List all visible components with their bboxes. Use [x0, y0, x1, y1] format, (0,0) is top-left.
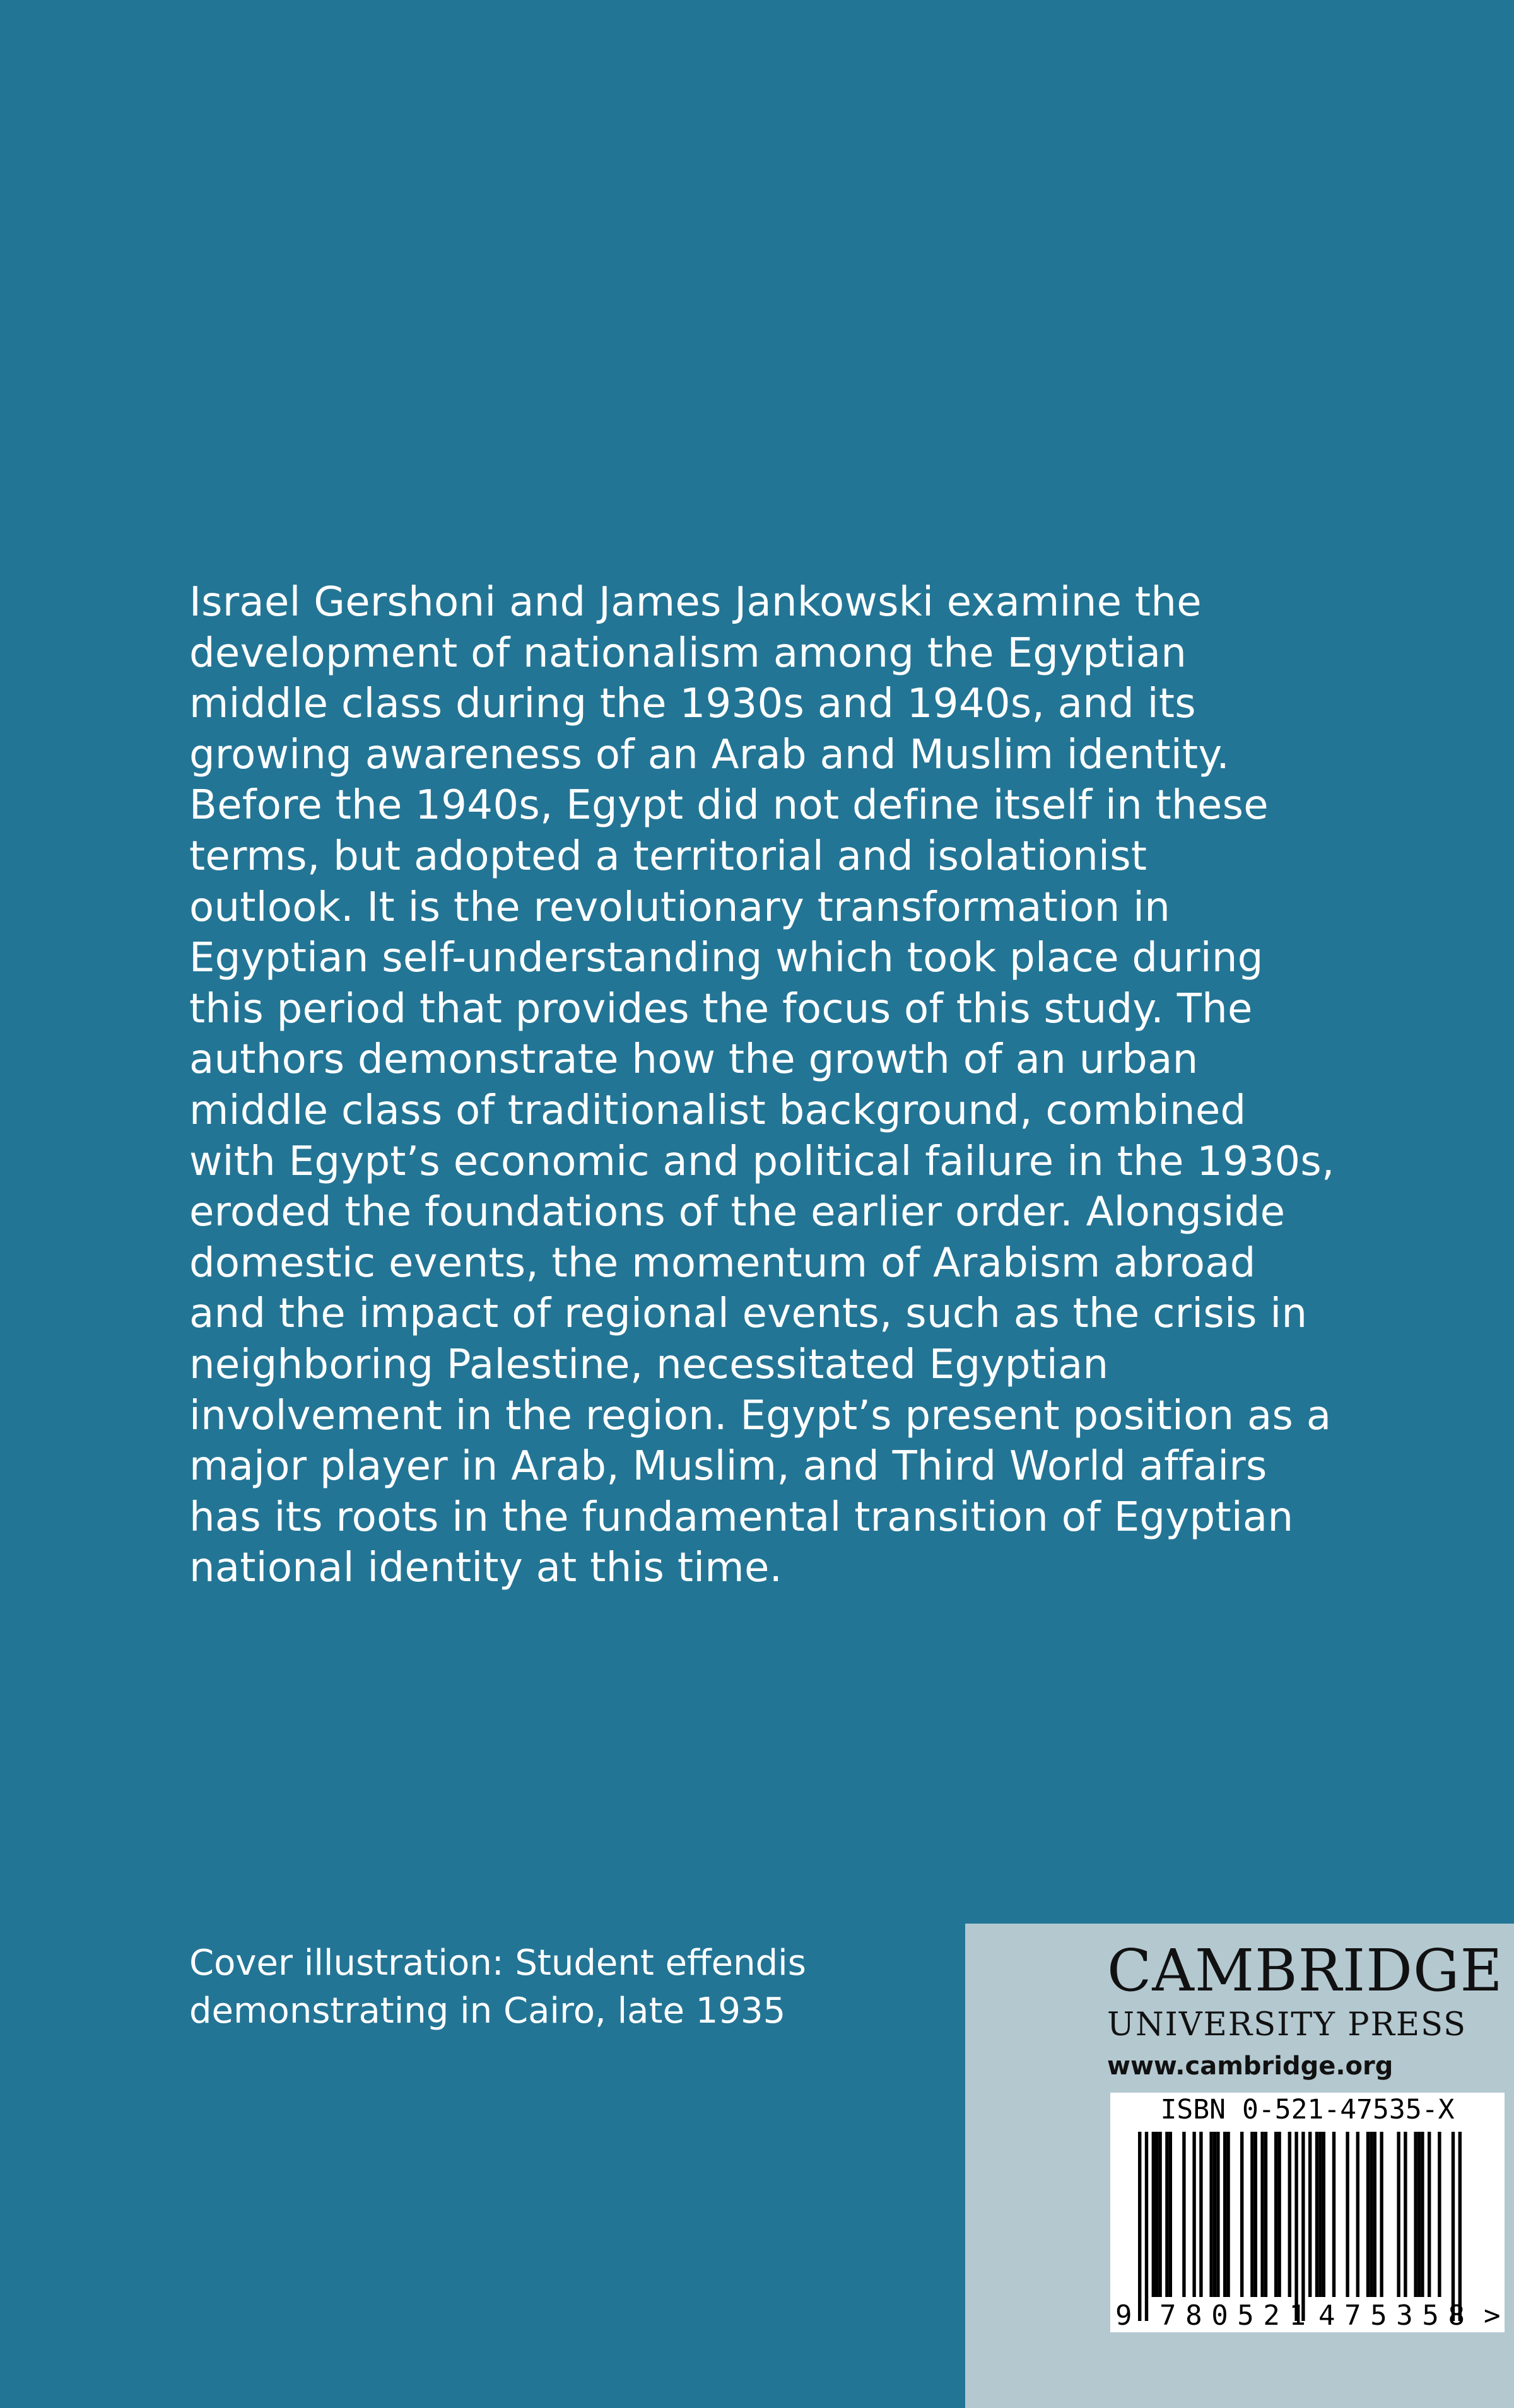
blurb-line: this period that provides the focus of this study. The: [189, 985, 1253, 1032]
blurb-line: Egyptian self-understanding which took place during: [189, 935, 1264, 982]
barcode-bar: [1370, 2132, 1373, 2297]
ean-barcode: [1110, 2093, 1505, 2332]
barcode-bar: [1380, 2132, 1383, 2297]
barcode-bar: [1356, 2132, 1359, 2297]
barcode-bar: [1155, 2132, 1158, 2297]
barcode-lead-digit: 9: [1115, 2300, 1132, 2332]
blurb-line: outlook. It is the revolutionary transformation in: [189, 884, 1171, 931]
blurb-line: terms, but adopted a territorial and isolationist: [189, 833, 1147, 880]
back-cover-blurb: [189, 577, 1400, 1594]
barcode-bar: [1421, 2132, 1424, 2297]
barcode-bar: [1322, 2132, 1325, 2297]
barcode-bars: [1138, 2132, 1462, 2321]
blurb-line: has its roots in the fundamental transition of Egyptian: [189, 1493, 1294, 1541]
barcode-right-digits: 475358: [1318, 2300, 1465, 2332]
caption-line: demonstrating in Cairo, late 1935: [189, 1990, 786, 2031]
blurb-line: eroded the foundations of the earlier order. Alongside: [189, 1189, 1286, 1236]
isbn-label: ISBN 0-521-47535-X: [1160, 2094, 1455, 2125]
blurb-line: middle class during the 1930s and 1940s, and its: [189, 681, 1196, 728]
barcode-bar: [1274, 2132, 1277, 2297]
barcode-bar: [1182, 2132, 1185, 2297]
barcode-bar: [1428, 2132, 1431, 2297]
blurb-line: with Egypt’s economic and political failure in the 1930s,: [189, 1138, 1335, 1185]
barcode-bar: [1366, 2132, 1370, 2297]
barcode-bar: [1260, 2132, 1264, 2297]
barcode-bar: [1169, 2132, 1172, 2297]
barcode-bar: [1250, 2132, 1253, 2297]
barcode-bar: [1145, 2132, 1148, 2321]
publisher-panel: [965, 1924, 1514, 2408]
barcode-box: [1110, 2093, 1505, 2332]
barcode-bar: [1452, 2132, 1455, 2321]
barcode-bar: [1438, 2132, 1441, 2297]
barcode-bar: [1414, 2132, 1417, 2297]
blurb-line: development of nationalism among the Egyptian: [189, 629, 1187, 677]
barcode-bar: [1199, 2132, 1202, 2297]
barcode-bar: [1223, 2132, 1226, 2297]
barcode-bar: [1417, 2132, 1421, 2297]
barcode-bar: [1308, 2132, 1312, 2297]
cover-illustration-caption: [189, 1939, 915, 2035]
publisher-name: CAMBRIDGE: [1107, 1937, 1503, 2004]
barcode-bar: [1158, 2132, 1161, 2297]
blurb-line: neighboring Palestine, necessitated Egyptian: [189, 1341, 1109, 1388]
barcode-bar: [1318, 2132, 1322, 2297]
blurb-line: and the impact of regional events, such as the crisis in: [189, 1290, 1308, 1338]
barcode-bar: [1152, 2132, 1155, 2297]
blurb-line: national identity at this time.: [189, 1545, 783, 1592]
barcode-bar: [1332, 2132, 1335, 2297]
barcode-bar: [1254, 2132, 1257, 2297]
barcode-bar: [1216, 2132, 1219, 2297]
barcode-bar: [1165, 2132, 1168, 2297]
barcode-bar: [1226, 2132, 1229, 2297]
barcode-bar: [1288, 2132, 1291, 2297]
barcode-bar: [1138, 2132, 1141, 2321]
barcode-bar: [1404, 2132, 1407, 2297]
blurb-line: growing awareness of an Arab and Muslim identity.: [189, 731, 1230, 778]
barcode-bar: [1294, 2132, 1298, 2321]
blurb-line: domestic events, the momentum of Arabism abroad: [189, 1239, 1256, 1287]
blurb-line: involvement in the region. Egypt’s present position as a: [189, 1392, 1332, 1439]
blurb-line: major player in Arab, Muslim, and Third World affairs: [189, 1443, 1267, 1490]
barcode-bar: [1192, 2132, 1195, 2297]
blurb-line: Israel Gershoni and James Jankowski examine the: [189, 579, 1202, 626]
publisher-subtitle: UNIVERSITY PRESS: [1107, 2006, 1467, 2043]
barcode-bar: [1301, 2132, 1305, 2321]
publisher-url: www.cambridge.org: [1107, 2052, 1394, 2081]
caption-line: Cover illustration: Student effendis: [189, 1943, 806, 1984]
barcode-bar: [1458, 2132, 1462, 2321]
barcode-bar: [1277, 2132, 1281, 2297]
blurb-line: authors demonstrate how the growth of an urban: [189, 1036, 1199, 1084]
barcode-left-digits: 780521: [1159, 2300, 1306, 2332]
blurb-line: Before the 1940s, Egypt did not define itself in these: [189, 782, 1269, 829]
barcode-bar: [1397, 2132, 1400, 2297]
blurb-line: middle class of traditionalist background, combined: [189, 1087, 1247, 1134]
barcode-bar: [1240, 2132, 1243, 2297]
barcode-bar: [1264, 2132, 1267, 2297]
barcode-bar: [1346, 2132, 1349, 2297]
barcode-bar: [1209, 2132, 1212, 2297]
barcode-bar: [1315, 2132, 1318, 2297]
barcode-end-mark: >: [1484, 2300, 1501, 2332]
barcode-bar: [1213, 2132, 1216, 2297]
barcode-bar: [1373, 2132, 1376, 2297]
